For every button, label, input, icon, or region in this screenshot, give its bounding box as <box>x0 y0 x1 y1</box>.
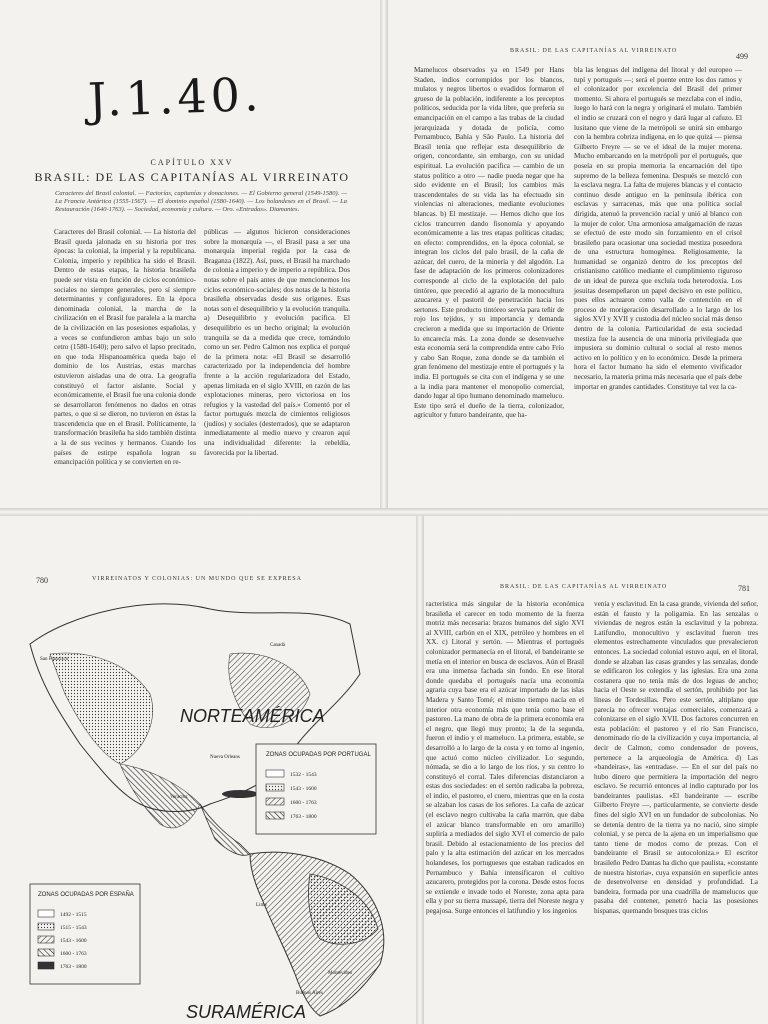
svg-text:1543 - 1600: 1543 - 1600 <box>60 938 87 944</box>
label-south-america: SURAMÉRICA <box>186 1002 307 1022</box>
place-label: Lima <box>256 903 267 908</box>
chapter-label: CAPÍTULO XXV <box>150 158 234 167</box>
svg-text:1600 - 1763: 1600 - 1763 <box>290 800 317 806</box>
running-head: VIRREINATOS Y COLONIAS: UN MUNDO QUE SE EXPRESA <box>92 576 302 582</box>
label-north-america: NORTEAMÉRICA <box>180 706 325 726</box>
svg-text:ZONAS OCUPADAS POR PORTUGAL: ZONAS OCUPADAS POR PORTUGAL <box>266 752 371 758</box>
running-head: BRASIL: DE LAS CAPITANÍAS AL VIRREINATO <box>500 584 668 590</box>
page-top-left <box>0 0 384 512</box>
text-column-2: bla las lenguas del indígena del litoral y del europeo — tupí y portugués —; será el puente entre los dos ramos y el colonizador por excelencia del Brasil del primer momento. Si ahora el portugués se mezclaba con el indio, luego lo hará con la negra y originará el mulato. También el indio se cruzará con el negro y dará lugar al cafuzo. El lusitano que viene de la metrópoli se unirá sin embargo con la hembra cobriza indígena, en lo que quizá — piensa Gilberto Freyre — se ve el ideal de la mujer morena. Mucho embarcando en la metrópoli por el portugués, que poseía en su propia memoria la encarnación del tipo supremo de la belleza femenina. Después se mezcló con la esclava negra. La falta de mujeres blancas y el contacto continuo desde antiguo en la península ibérica con esclavas y sarracenas, más que una política social dirigida, atenuó la prevención racial y unió al blanco con la mujer de color. Una armoniosa amalgamación de razas se efectuó de este modo sin forzamiento en el crisol brasileño para ocasionar una sociedad mestiza poseedora de una estructura homogénea. Religiosamente, la humanidad se organizó dentro de los preceptos del cristianismo católico mediante el cumplimiento riguroso de un ideal de pureza que excluía toda heterodoxia. Los jesuitas desempeñaron un papel decisivo en este político, pues ellos actuaron como valla de contención en el proceso de morigeración desarrollado a lo largo de los siglos XVI y XVII y custodia del núcleo social más denso dentro de la colonia. Particularidad de esta sociedad mestiza fue la ausencia de una minoría privilegiada que impusiera su dominio cultural o social al resto menos activo en lo político y en lo económico. Desde la primera hora el factor humano ha sido el elemento vivificador necesario, la materia prima más necesaria que el país debe importar en grandes cantidades. Constituye tal vez la ca- <box>574 66 742 391</box>
place-label: Canadá <box>270 643 285 648</box>
page-number: 499 <box>736 52 748 61</box>
svg-text:1515 - 1543: 1515 - 1543 <box>60 925 87 931</box>
colonization-map <box>10 554 410 1024</box>
legend-spain <box>30 884 140 984</box>
svg-text:1532 - 1543: 1532 - 1543 <box>290 772 317 778</box>
svg-text:1600 - 1763: 1600 - 1763 <box>60 951 87 957</box>
scan-gutter-vertical <box>380 0 388 512</box>
page-top-right <box>384 0 768 512</box>
central-america <box>200 804 250 855</box>
svg-text:1763 - 1800: 1763 - 1800 <box>60 964 87 970</box>
scan-gutter-horizontal <box>0 508 768 516</box>
place-label: San Francisco <box>40 657 69 662</box>
page-number: 781 <box>738 584 750 593</box>
text-column-1: Mamelucos observados ya en 1549 por Hans Staden, indios corrompidos por los blancos, mulatos y negros libertos o evadidos formaron el grueso de la población, indiferente a los preceptos políticos, seducida por la vida libre, que prefería su emancipación en el campo a las trabas de la ciudad jerarquizada y dotada de policía, como Pernambuco, Bahía y São Paulo. La historia del Brasil tenía que reflejar esta desequilibrio de origen, concordante, sin embargo, con su unidad espiritual. La evolución pacífica — cambio de un status político a otro — nadie pueda negar que ha sido evidente en el Brasil; los cambios más trascendentales de su vida las ha efectuado sin violencias ni alteraciones, mediante evoluciones blancas. b) El mestizaje. — Hemos dicho que los ciclos trancurren dando fisonomía y apoyando económicamente a las tres etapas políticas citadas; en efecto: comprendidos, en la época colonial, se integran los ciclos del palo brasil, de la caña de azúcar, del cuero, de la minería y del algodón. La fase de adaptación de los primeros colonizadores corresponde al ciclo de la explotación del palo tintóreo, que precedió al agrario de la monocultura azucarera y el pastoril de penetración hacia los sertones. Este producto tintóreo servía para teñir de rojo los tejidos, y su importancia y demanda crecieron a medida que su importación de Oriente lo encarecía más. La zona donde se desenvuelve esta economía será la comprendida entre cabo Frío y cabo San Roque, zona donde se da también el gran fenómeno del mestizaje entre el portugués y la india. El portugués se cita con el indígena y se une a la india para mantener el monopolio comercial, dando lugar al tipo humano denominado mameluco. Este tipo será el dueño de la tierra, colonizador, agricultor y futuro bandeirante, que ha- <box>414 66 564 420</box>
svg-text:1763 - 1800: 1763 - 1800 <box>290 814 317 820</box>
text-column-2: venía y esclavitud. En la casa grande, vivienda del señor, están el fausto y la poligamia. En las senzalas o viviendas de negros están la esclavitud y la pobreza. Latifundio, monocultivo y esclavitud fueron tres elementos estrechamente vinculados que prevalecieron entonces. La sociedad colonial estuvo aquí, en el litoral, donde se alzaban las casas grandes y las senzalas, donde se edificaron los colegios y las iglesias. Era una zona costanera que no tenía más de dos leguas de ancho; hacia el Oeste se extendía el sertón, prohibido por las líneas de Tordesillas. Pero este sertón, altiplano que parecía no ofrecer ventajas comerciales, comenzará a colonizarse en el siglo XVII. Dos factores concurren en esta población: el pastoreo y el río San Francisco, denominado río de la civilización y cuya importancia, al decir de Calmon, como condensador de poveos, pertenece a la arqueología de América. d) Las «bandeiras», las «entradas». — En el sur del país no hubo dinero que permitiera la importación del negro esclavo. Se recurrió entonces al indio capturado por los bandeirantes paulistas. «El bandeirante — escribe Gilberto Freyre —, particularmente, se convierte desde fines del siglo XVI en un fundador de subcolonias. No se detenía dentro de la tierra ya no nació, sino simple colonial, y se perca de la ajena en un imperialismo que tanto tiene de modos como de prezas. Con el bandeirante el Brasil se autocoloniza.» El escritor brasileño Pedro Dantas ha dicho que paulista, «constante de nuestra historia», cuya expansión en superficie antes de desenvolverse en densidad y profundidad. La bandeira, formada por una cuadrilla de mamelucos que pasaba del contener, penetró hacia las posesiones hispanas, quemando bosques tras ciclos <box>594 600 758 915</box>
text-column-1: racterística más singular de la historia económica brasileña el carecer en todo momento de la fuerza motriz más necesaria: brazos humanos del siglo XVI al XVIII, carbón en el XIX, petróleo y hombres en el XX. c) Litoral y sertón. — Mientras el portugués colonizador permanecía en el litoral, el bandeirante se metía en el interior en busca de esclavos. Aún el Brasil era una inmensa fachada sin fondo. En ese litoral donde quedaba el portugués nacía una economía agraria cuya base era el azúcar importado de las islas Madera y Santo Tomé; el mismo tiempo nacía en el interior otra economía más que tenía como base el pastoreo. La mano de obra de la primera economía era el negro, que llegó muy pronto; la de la segunda, fueron el indio y el mameluco. La primera, estable, se desarrolló a lo largo de la costa y en torno al ingenio, que actuó como núcleo civilizador. Lo segundo, nómada, se dio a lo largo de los ríos, y su centro lo constituyó el corral. Tales diferencias distanciaron a estas dos sociedades: en el sertón radicaba la pobreza, el indio, el pastoreo, el cuero, mientras que en la costa se alzaban los casas de los señores. La caña de azúcar (el esclavo negro cultivaba la caña marrón, que daba el azúcar blanco transformable en oro amarillo) supliría a mediados del siglo XVI el comercio de palo brasil. Debido al estacionamiento de los precios del palo y la alta estimación del azúcar en los mercados holandeses, los portugueses que estaban radicados en Pernambuco y Bahía intensificaron el cultivo azucarero, protegidos por la corona. Desde estos focos se extiende e invade todo el Noreste, zona apta para ella y por su tierra massapé, tierra del Noreste negra y pegajosa. Surge entonces el latifundio y los ingenios <box>426 600 584 915</box>
scan-gutter-vertical <box>416 512 424 1024</box>
spanish-north-territory <box>50 653 153 764</box>
place-label: Montevideo <box>328 971 353 976</box>
place-label: Veracruz <box>170 795 188 800</box>
running-head: BRASIL: DE LAS CAPITANÍAS AL VIRREINATO <box>510 48 678 54</box>
mexico-territory <box>120 764 200 828</box>
caribbean-island <box>222 790 258 798</box>
place-label: Buenos Aires <box>296 991 323 996</box>
svg-text:1492 - 1515: 1492 - 1515 <box>60 912 87 918</box>
svg-text:ZONAS OCUPADAS POR ESPAÑA: ZONAS OCUPADAS POR ESPAÑA <box>38 892 134 898</box>
page-bottom-left <box>0 512 420 1024</box>
page-number: 780 <box>36 576 48 585</box>
page-bottom-right <box>420 512 768 1024</box>
chapter-title: BRASIL: DE LAS CAPITANÍAS AL VIRREINATO <box>34 170 350 184</box>
place-label: Nueva Orleans <box>210 755 240 760</box>
legend-portugal <box>256 744 376 834</box>
handwritten-catalog-number: J.1.40. <box>87 66 264 128</box>
text-column-1: Caracteres del Brasil colonial. — La historia del Brasil queda jalonada en su historia por tres épocas: la colonial, la imperial y la republicana. Colonia, imperio y república ha sido el Brasil. Dentro de estas etapas, la historia brasileña puede ser vista en función de ciclos económico-sociales no siempre generales, pero sí siempre determinantes y configuradores. En la época denominada colonial, la marcha de la civilización en el Brasil fue paralela a la marcha de la civilización en las posesiones españolas, y a veces se confundieron ambas bajo un solo cetro (1580-1640); pero salvo el lapso precitado, en que toda Hispanoamérica queda bajo el dominio de los Austrias, estas marchas estuvieron aisladas una de otra. La geografía constituyó el factor aislante. Social y económicamente, el Brasil fue una colonia donde se desarrollaron fenómenos no dados en otras partes, o que si se dieron, no tuvieron en éstas la trascendencia que en el Brasil. Políticamente, la transformación brasileña ha sido también distinta a la de sus vecinos y hermanos. Cuando los países de estirpe española logran su emancipación política y se convierten en re- <box>54 228 196 467</box>
chapter-summary: Caracteres del Brasil colonial. — Factorías, capitanías y donaciones. — El Gobierno general (1549-1580). — La Francia Antártica (1555-1567). — El dominio español (1580-1640). — Los holandeses en el Brasil. — La Restauración (1640-1763). — Sociedad, economía y cultura. — Oro. «Entradas». Diamantes. <box>55 190 347 213</box>
text-column-2: públicas — algunos hicieron consideraciones sobre la monarquía —, el Brasil pasa a ser una monarquía imperial regida por la casa de Braganza (1822). Así, pues, el Brasil ha marchado de colonia a imperio y de imperio a república. Dos notas sobre el país antes de que mencionemos los ciclos económico-sociales; dos notas de la historia brasileña observadas desde sus orígenes. Esas notas son el desequilibrio y la evolución tranquila. a) Desequilibrio y evolución pacífica. El desequilibrio es un hecho original; la evolución tranquila se da a medida que crece, tomándolo como un ser. Pedro Calmon nos explica el porqué de la primera nota: «El Brasil se desarrolló caracterizado por la independencia del hombre frente a la acción regularizadora del Estado, apenas limitada en el siglo XVIII, en razón de las explotaciones mineras, pero victoriosa en los refugios y la vastedad del país.» Comentó por el factor portugués mezcla de cimientos religiosos (judíos) y sociales (desterrados), que se adaptaron inmediatamente al medio nuevo y crearon aquí una individualidad diferente: la rebeldía, favorecida por la libertad. <box>204 228 350 457</box>
svg-text:1543 - 1600: 1543 - 1600 <box>290 786 317 792</box>
